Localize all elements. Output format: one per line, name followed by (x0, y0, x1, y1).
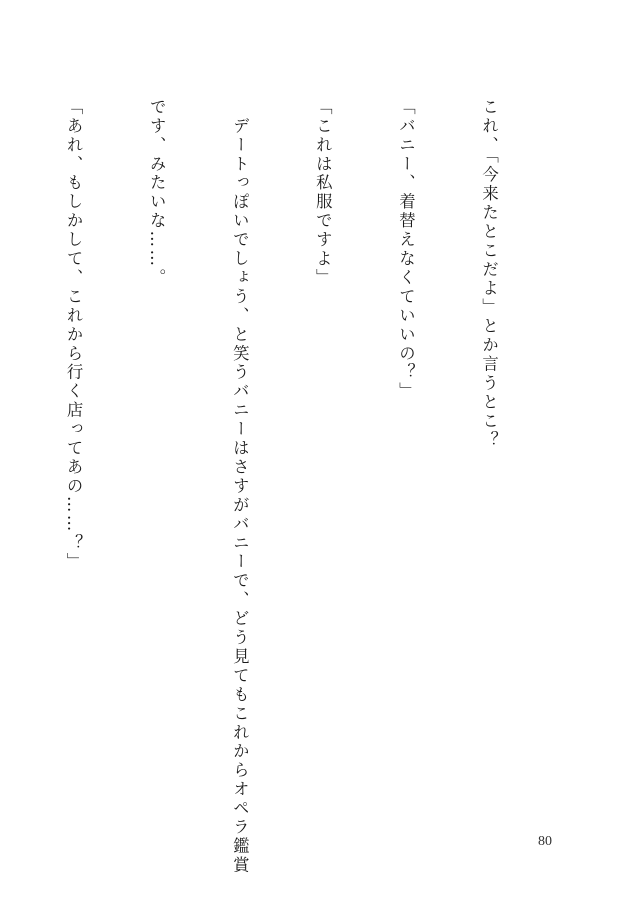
text-line-3: 「これは私服ですよ」 (313, 98, 333, 288)
text-line-7 (0, 98, 4, 798)
text-line-5: です、みたいな……。 (147, 98, 167, 288)
text-line-1: これ、「今来たとこだよ」とか言うとこ？ (479, 98, 499, 450)
text-line-2: 「バニー、着替えなくていいの？」 (396, 98, 416, 402)
text-line-6: 「あれ、もしかして、これから行く店ってあの……？」 (64, 98, 84, 572)
page-number: 80 (538, 834, 552, 849)
text-line-4: デートっぽいでしょう、と笑うバニーはさすがバニーで、どう見てもこれからオペラ鑑賞 (230, 98, 250, 875)
